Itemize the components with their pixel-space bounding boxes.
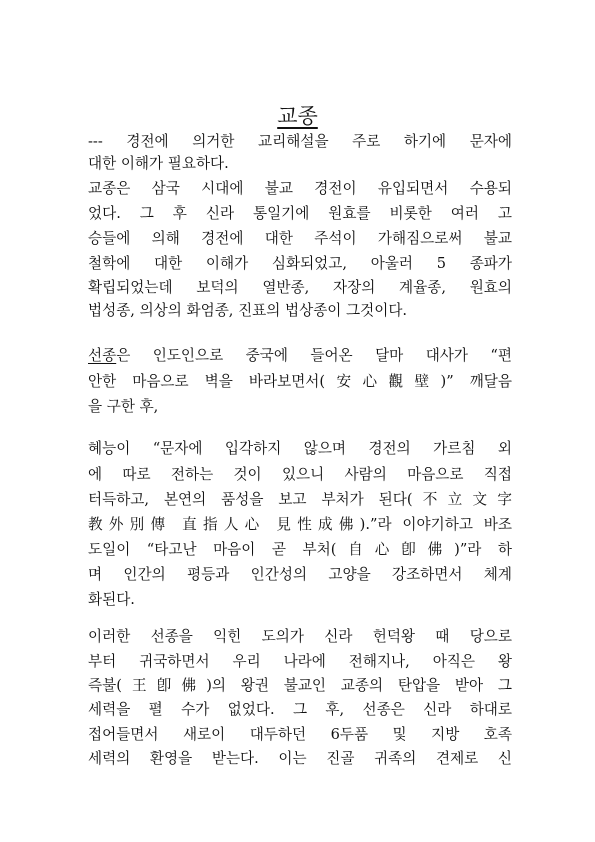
text-line: 접어들면서 새로이 대두하던 6두품 및 지방 호족 xyxy=(88,726,512,743)
text-line: 도일이 “타고난 마음이 곧 부처(自心卽佛)”라 하 xyxy=(88,541,512,558)
text-line: --- 경전에 의거한 교리해설을 주로 하기에 문자에 xyxy=(88,133,512,150)
text-line: 教外別傳 直指人心 見性成佛).”라 이야기하고 바조 xyxy=(88,516,512,533)
text-line: 대한 이해가 필요하다. xyxy=(88,155,229,172)
text-line: 었다. 그 후 신라 통일기에 원효를 비롯한 여러 고 xyxy=(88,205,512,222)
text-line: 을 구한 후, xyxy=(88,398,159,415)
text-line: 승들에 의해 경전에 대한 주석이 가해짐으로써 불교 xyxy=(88,230,512,247)
text-line xyxy=(88,345,512,367)
text-line: 에 따로 전하는 것이 있으니 사람의 마음으로 직접 xyxy=(88,466,512,483)
text-line: 화된다. xyxy=(88,591,135,608)
text-line: 며 인간의 평등과 인간성의 고양을 강조하면서 체계 xyxy=(88,566,512,583)
text-line: 즉불(王卽佛)의 왕권 불교인 교종의 탄압을 받아 그 xyxy=(88,677,512,694)
text-line: 터득하고, 본연의 품성을 보고 부처가 된다(不立文字 xyxy=(88,491,512,508)
text-line: 세력을 펼 수가 없었다. 그 후, 선종은 신라 하대로 xyxy=(88,701,512,718)
text-line: 법성종, 의상의 화엄종, 진표의 법상종이 그것이다. xyxy=(88,302,408,319)
text-line: 안한 마음으로 벽을 바라보면서(安心觀壁)” 깨달음 xyxy=(88,373,512,390)
page-title: 교종 xyxy=(277,104,318,128)
text-line: 철학에 대한 이해가 심화되었고, 아울러 5 종파가 xyxy=(88,255,512,272)
text-line: 교종은 삼국 시대에 불교 경전이 유입되면서 수용되 xyxy=(88,180,512,197)
text-line: 세력의 환영을 받는다. 이는 진골 귀족의 견제로 신 xyxy=(88,750,512,767)
text-line: 확립되었는데 보덕의 열반종, 자장의 계율종, 원효의 xyxy=(88,279,512,296)
text-line: 이러한 선종을 익힌 도의가 신라 헌덕왕 때 당으로 xyxy=(88,628,512,645)
text-line: 혜능이 “문자에 입각하지 않으며 경전의 가르침 외 xyxy=(88,440,512,457)
text-line-rest: 은 인도인으로 중국에 들어온 달마 대사가 “편 xyxy=(116,347,512,364)
seonjong-term: 선종 xyxy=(88,347,117,364)
text-line: 부터 귀국하면서 우리 나라에 전해지나, 아직은 왕 xyxy=(88,653,512,670)
